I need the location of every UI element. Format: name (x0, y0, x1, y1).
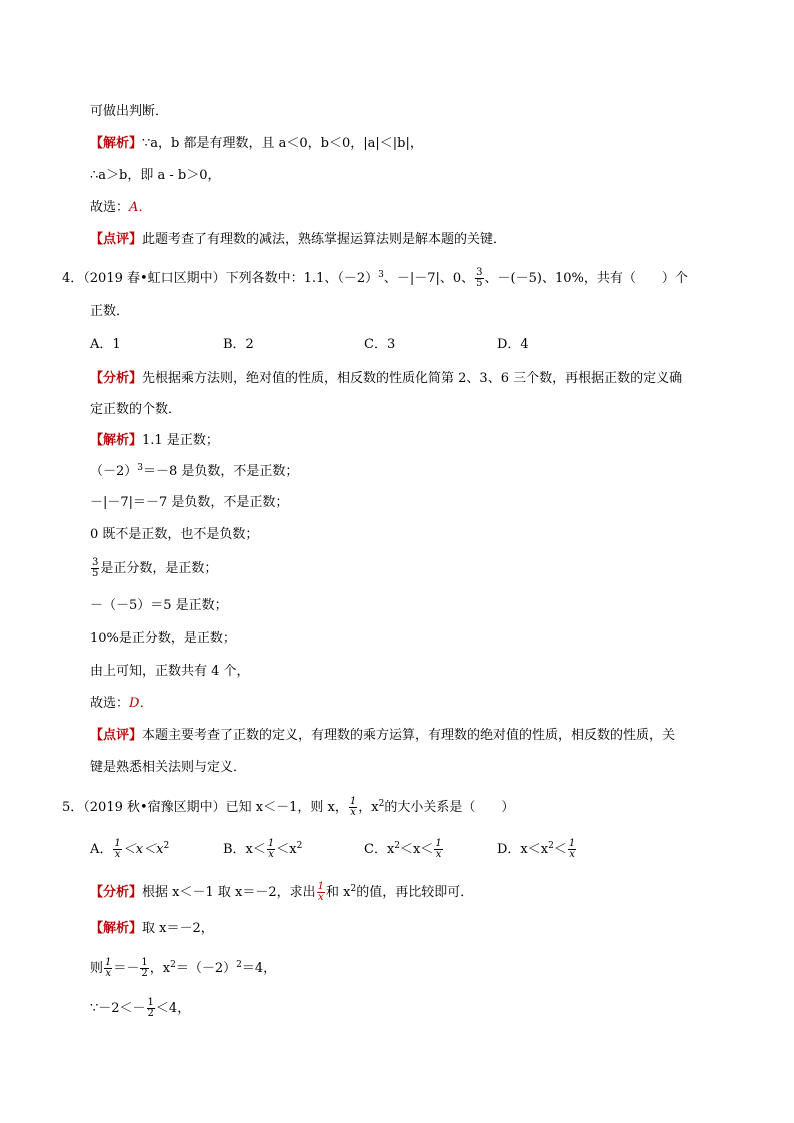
q5-step-2: 则 $\frac{1}{x}$ ＝－ $\frac{1}{2}$ ，$x^2=(-2)^2=4$， (90, 957, 277, 979)
continuation-text: 可做出判断． (90, 104, 169, 119)
q4-solution: 【解析】1.1 是正数； (90, 433, 219, 448)
comment-tag: 【点评】 (90, 232, 143, 247)
q4-step-8: 由上可知，正数共有 4 个， (90, 664, 250, 679)
fraction-3-5: $\frac{3}{5}$ (476, 267, 483, 289)
deduction-line: ∴a＞b，即 a - b＞0， (90, 168, 221, 183)
answer-line: 故选：A． (90, 200, 152, 215)
q4-analysis-cont: 定正数的个数． (90, 402, 182, 417)
q5-solution: 【解析】取 x＝－2， (90, 921, 214, 936)
analysis-tag: 【解析】 (90, 136, 143, 151)
q4-answer: 故选：D． (90, 696, 153, 711)
q5-option-c: C．$x^2<x<$ $\frac{1}{x}$ (364, 838, 442, 860)
q4-comment: 【点评】本题主要考查了正数的定义，有理数的乘方运算，有理数的绝对值的性质，相反数的性质，关 (90, 728, 676, 743)
q4-step-5: $\frac{3}{5}$ 是正分数，是正数； (92, 557, 218, 579)
q4-option-b: B．2 (223, 337, 254, 352)
q4-option-c: C．3 (364, 337, 396, 352)
q4-step-7: 10%是正分数，是正数； (90, 631, 236, 646)
q5-option-b: B．x＜ $\frac{1}{x}$ $<x^2$ (223, 838, 303, 860)
q4-analysis: 【分析】先根据乘方法则，绝对值的性质，相反数的性质化简第 2、3、6 三个数，再根据正数的定义确 (90, 371, 683, 386)
q5-step-3: ∵－2＜－ $\frac{1}{2}$ ＜4， (90, 997, 191, 1019)
q4-step-4: 0 既不是正数，也不是负数； (90, 527, 259, 542)
q4-comment-cont: 键是熟悉相关法则与定义． (90, 760, 247, 775)
q5-analysis: 【分析】根据 x＜－1 取 x＝－2，求出 $\frac{1}{x}$ 和 $x^2$的值，再比较即可． (90, 881, 474, 903)
q4-step-2: $(-2)^3=-8$ 是负数，不是正数； (90, 463, 299, 479)
comment-line: 【点评】此题考查了有理数的减法，熟练掌握运算法则是解本题的关键． (90, 232, 507, 247)
q4-step-6: －（－5）＝5 是正数； (90, 598, 228, 613)
question-4-stem-cont: 正数． (90, 304, 130, 319)
q4-step-3: －|－7|＝－7 是负数，不是正数； (90, 495, 289, 510)
q5-option-d: D．$x<x^2<$ $\frac{1}{x}$ (497, 838, 576, 860)
q5-option-a: A． $\frac{1}{x}$ $<x<x^2$ (90, 838, 170, 860)
analysis-line: 【解析】∵a，b 都是有理数，且 a＜0，b＜0，|a|＜|b|， (90, 136, 423, 151)
question-4-stem: 4．（2019 春•虹口区期中）下列各数中：1.1、$(-2)^3$、－|－7|、0、 $\frac{3}{5}$ 、－(－5)、10%，共有（ ）个 (62, 267, 688, 289)
q4-option-a: A．1 (90, 337, 121, 352)
q4-option-d: D．4 (497, 337, 529, 352)
question-5-stem: 5．（2019 秋•宿豫区期中）已知 x＜－1，则 x， $\frac{1}{x}$ ，$x^2$的大小关系是（ ） (62, 796, 515, 818)
